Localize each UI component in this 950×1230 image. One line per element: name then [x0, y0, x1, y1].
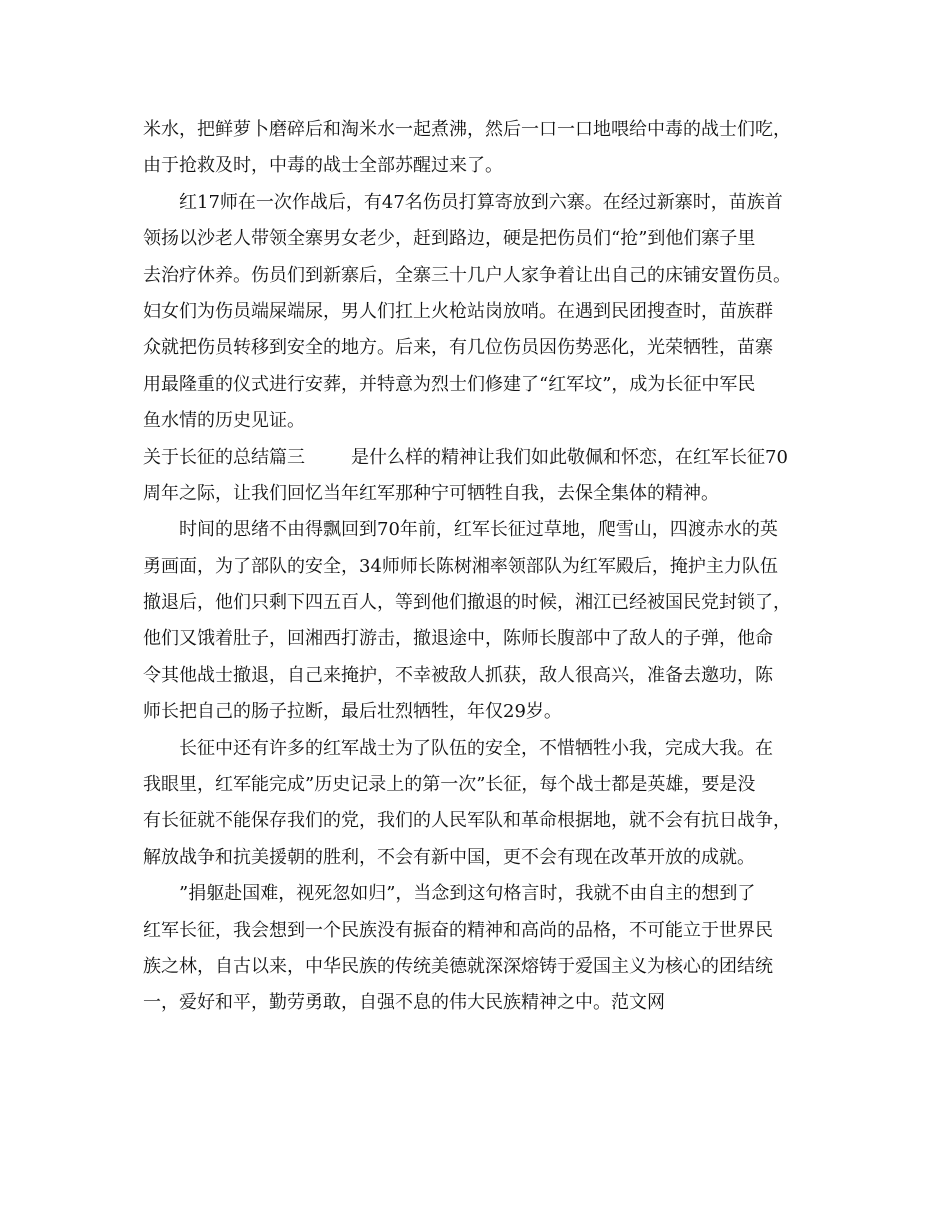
- paragraph-start-line: 时间的思绪不由得飘回到70年前，红军长征过草地，爬雪山，四渡赤水的英: [179, 519, 778, 541]
- text-line: 用最隆重的仪式进行安葬，并特意为烈士们修建了“红军坟”，成为长征中军民: [143, 373, 756, 395]
- text-line: 鱼水情的历史见证。: [143, 410, 305, 432]
- text-line: 撤退后，他们只剩下四五百人，等到他们撤退的时候，湘江已经被国民党封锁了，: [143, 592, 791, 614]
- text-line: 由于抢救及时，中毒的战士全部苏醒过来了。: [143, 155, 503, 177]
- text-line: 去治疗休养。伤员们到新寨后，全寨三十几户人家争着让出自己的床铺安置伤员。: [143, 264, 791, 286]
- text-line: 族之林，自古以来，中华民族的传统美德就深深熔铸于爱国主义为核心的团结统: [143, 955, 773, 977]
- text-line: 妇女们为伤员端屎端尿，男人们扛上火枪站岗放哨。在遇到民团搜查时，苗族群: [143, 300, 773, 322]
- heading-line: [143, 440, 810, 476]
- text-line: 周年之际，让我们回忆当年红军那种宁可牺牲自我，去保全集体的精神。: [143, 482, 719, 504]
- paragraph-start-line: 长征中还有许多的红军战士为了队伍的安全，不惜牺牲小我，完成大我。在: [179, 737, 773, 759]
- text-line: 师长把自己的肠子拉断，最后壮烈牺牲，年仅29岁。: [143, 701, 562, 723]
- text-line: 有长征就不能保存我们的党，我们的人民军队和革命根据地，就不会有抗日战争，: [143, 810, 791, 832]
- text-line: 他们又饿着肚子，回湘西打游击，撤退途中，陈师长腹部中了敌人的子弹，他命: [143, 628, 773, 650]
- text-line: 一，爱好和平，勤劳勇敢，自强不息的伟大民族精神之中。范文网: [143, 992, 665, 1014]
- paragraph-start-line: 红17师在一次作战后，有47名伤员打算寄放到六寨。在经过新寨时，苗族首: [179, 191, 783, 213]
- document-body: [143, 112, 810, 1022]
- text-span: 是什么样的精神让我们如此敬佩和怀恋，在红军长征70: [351, 446, 788, 468]
- paragraph-start-line: ”捐躯赴国难，视死忽如归”，当念到这句格言时，我就不由自主的想到了: [179, 883, 756, 905]
- text-line: 解放战争和抗美援朝的胜利，不会有新中国，更不会有现在改革开放的成就。: [143, 846, 755, 868]
- text-line: 红军长征，我会想到一个民族没有振奋的精神和高尚的品格，不可能立于世界民: [143, 919, 773, 941]
- text-line: 令其他战士撤退，自己来掩护，不幸被敌人抓获，敌人很高兴，准备去邀功，陈: [143, 664, 773, 686]
- text-line: 我眼里，红军能完成”历史记录上的第一次”长征，每个战士都是英雄，要是没: [143, 774, 756, 796]
- text-line: 勇画面，为了部队的安全，34师师长陈树湘率领部队为红军殿后，掩护主力队伍: [143, 555, 778, 577]
- text-line: 米水，把鲜萝卜磨碎后和淘米水一起煮沸，然后一口一口地喂给中毒的战士们吃，: [143, 119, 791, 140]
- text-line: 领扬以沙老人带领全寨男女老少，赶到路边，硬是把伤员们“抢”到他们寨子里: [143, 228, 756, 250]
- text-line: 众就把伤员转移到安全的地方。后来，有几位伤员因伤势恶化，光荣牺牲，苗寨: [143, 337, 773, 359]
- section-heading: 关于长征的总结篇三: [143, 446, 305, 468]
